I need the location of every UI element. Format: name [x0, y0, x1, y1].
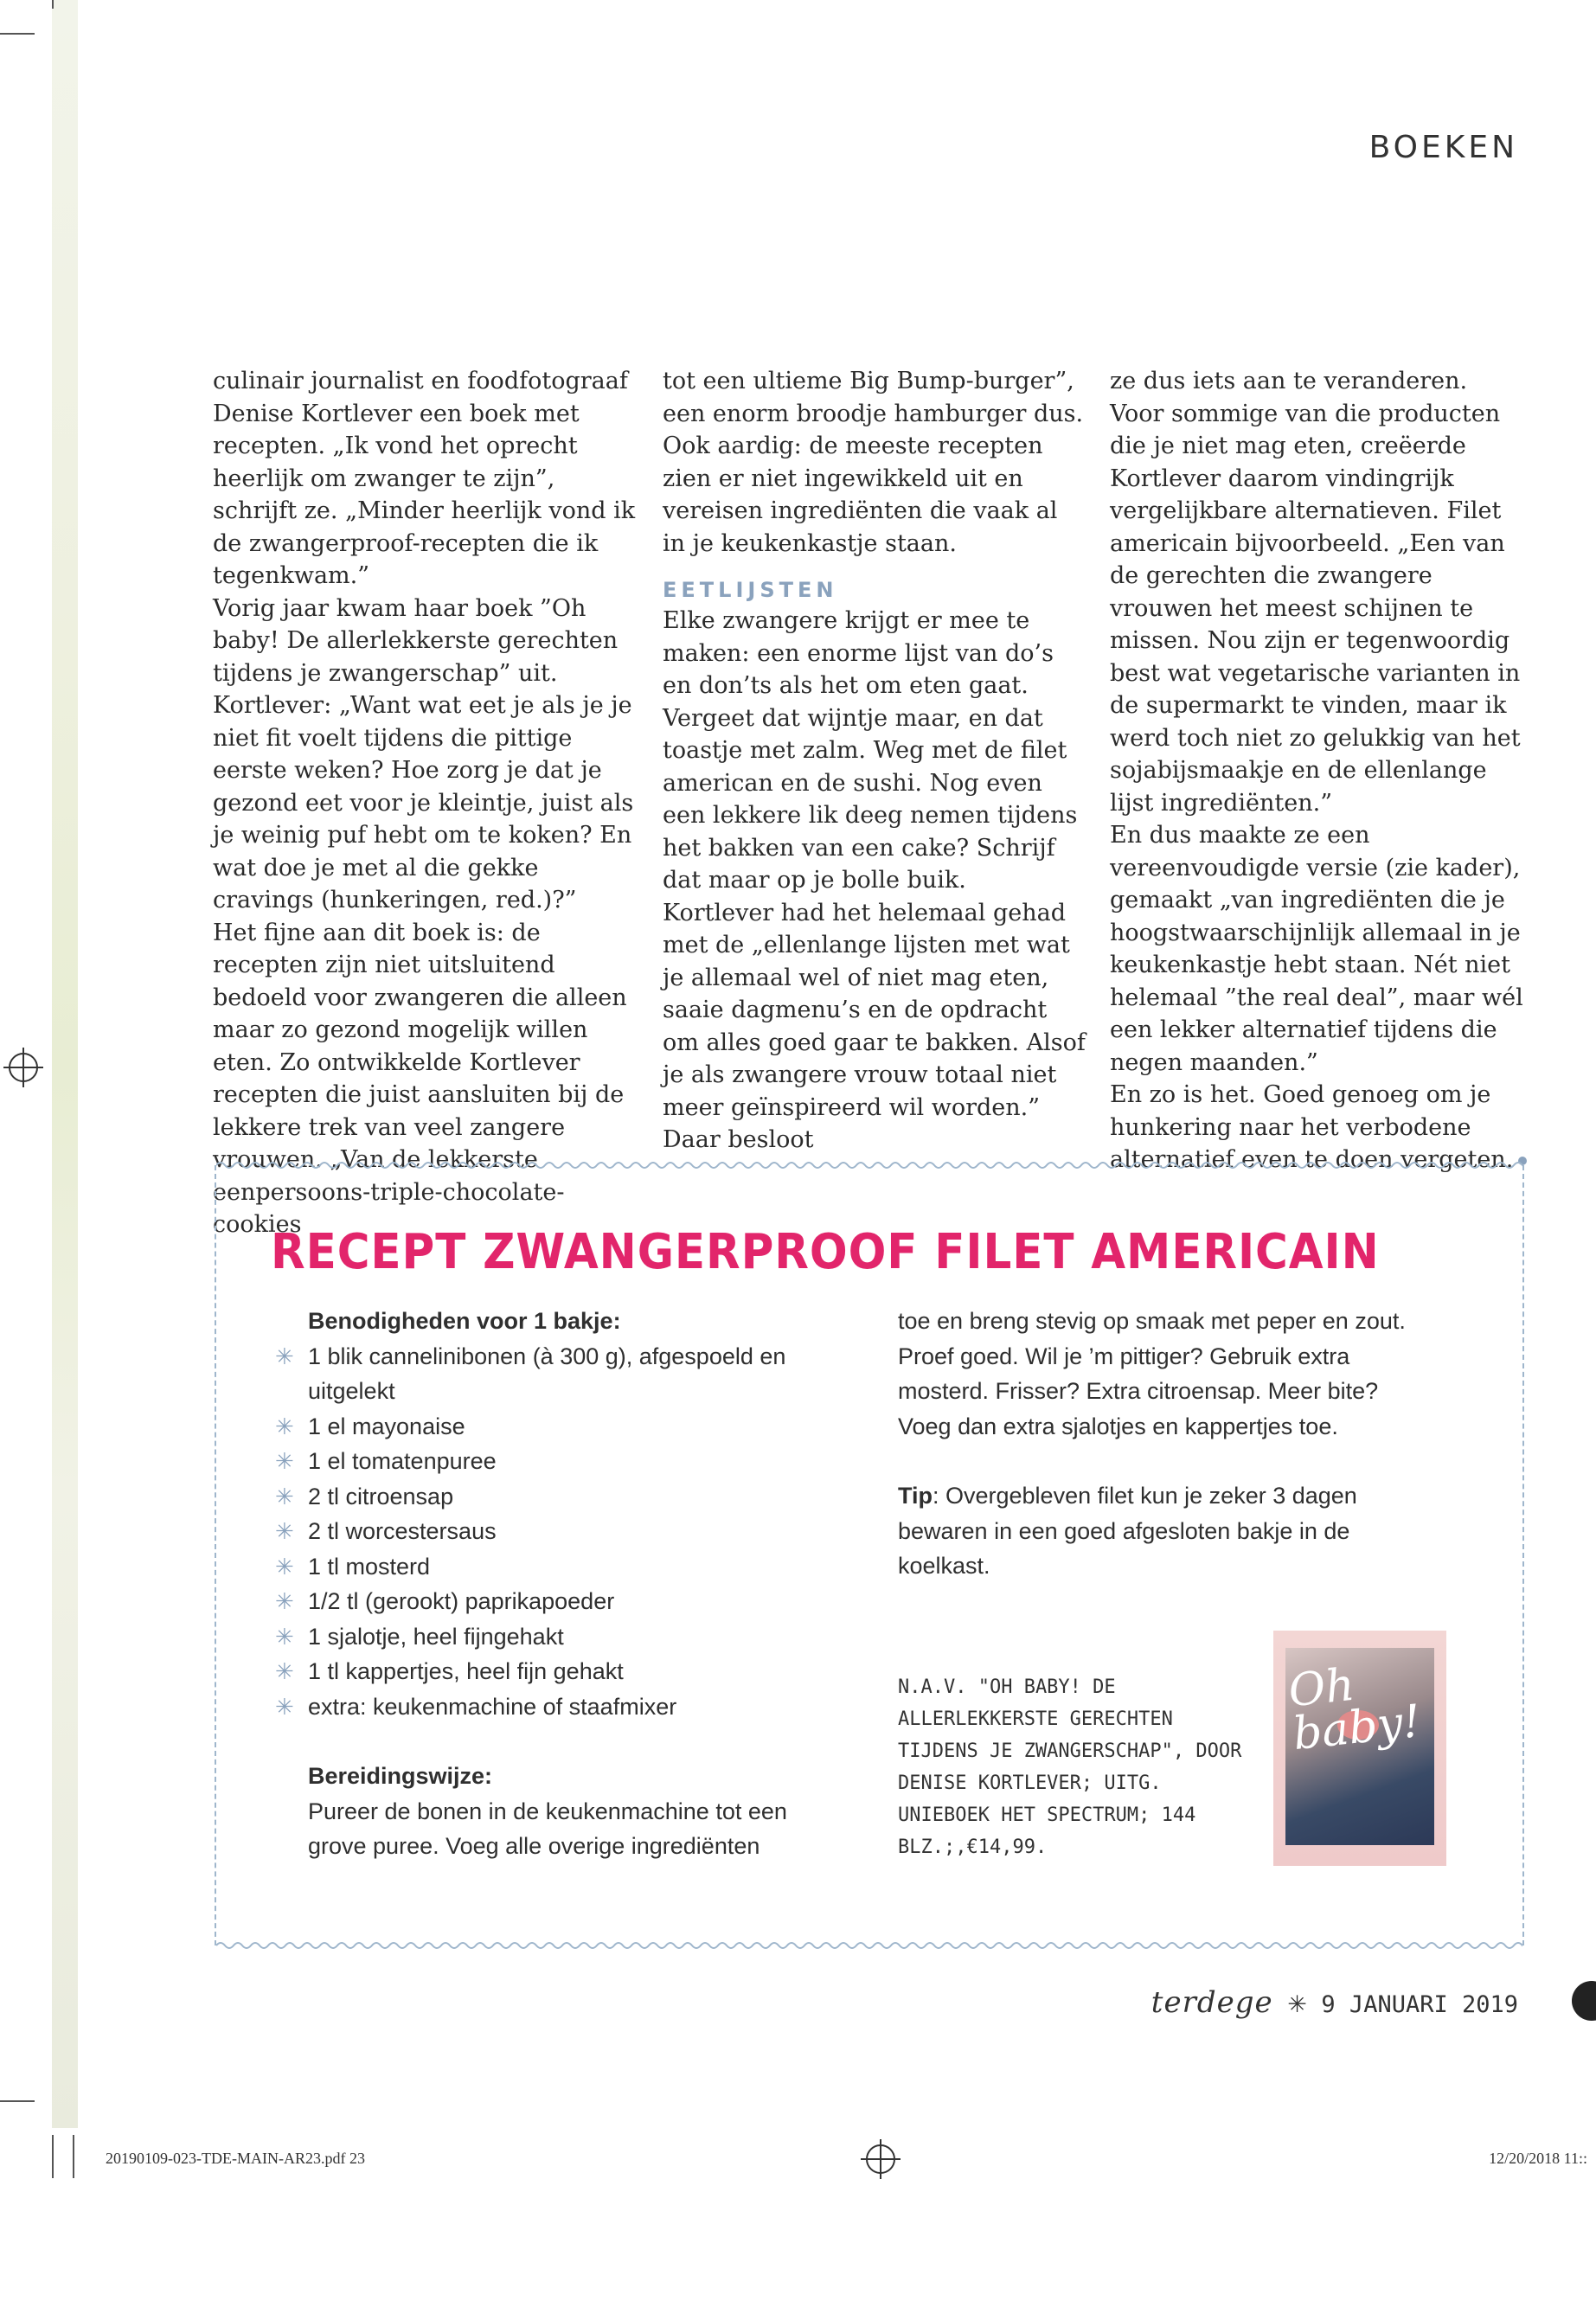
paragraph: En dus maakte ze een vereenvoudigde versie (zie kader), gemaakt „van ingrediënten die je hoogstwaarschijnlijk allemaal in je keukenkastje hebt staan. Nét niet helemaal ”the real deal”, maar wél een lekker alternatief tijdens die negen maanden.” [1110, 822, 1523, 1076]
ingredient-item: ✳ 1 tl mosterd [308, 1549, 810, 1585]
paragraph: Het fijne aan dit boek is: de recepten zijn niet uitsluitend bedoeld voor zwangeren die alleen maar zo gezond mogelijk willen eten. Zo ontwikkelde Kortlever recepten die juist aansluiten bij de lekkere trek van veel zangere vrouwen. „Van de lekkerste eenpersoons-triple-chocolate-cookies [213, 919, 627, 1238]
registration-mark [9, 1053, 38, 1082]
ingredient-item: ✳ 1 blik cannelinibonen (à 300 g), afgespoeld en uitgelekt [308, 1339, 810, 1409]
cover-title: Oh baby! [1285, 1658, 1424, 1761]
method-text-continued: toe en breng stevig op smaak met peper en zout. Proef goed. Wil je ’m pittiger? Gebruik extra mosterd. Frisser? Extra citroensap. Meer bite? Voeg dan extra sjalotjes en kappertjes toe. [898, 1308, 1406, 1439]
paragraph: culinair journalist en foodfotograaf Denise Kortlever een boek met recepten. „Ik vond het oprecht heerlijk om zwanger te zijn”, schrijft ze. „Minder heerlijk vond ik de zwangerproof-recepten die ik tegenkwam.” [213, 368, 636, 589]
recipe-title: RECEPT ZWANGERPROOF FILET AMERICAIN [271, 1224, 1380, 1280]
ingredients-list [275, 1339, 810, 1725]
asterisk-icon: ✳ [275, 1588, 294, 1614]
asterisk-icon: ✳ [275, 1658, 294, 1684]
paragraph: Voor sommige van die producten die je niet mag eten, creëerde Kortlever daarom vindingrijk vergelijkbare alternatieven. Filet americain bijvoorbeeld. „Een van de gerechten die zwangere vrouwen het meest schijnen te missen. Nou zijn er tegenwoordig best wat vegetarische varianten in de supermarkt te vinden, maar ik werd toch niet zo gelukkig van het sojabijsmaakje en de ellenlange lijst ingrediënten.” [1110, 400, 1521, 817]
asterisk-icon: ✳ [275, 1518, 294, 1544]
crop-mark [73, 2135, 74, 2178]
footer-brand [1151, 1985, 1518, 2020]
crop-mark [52, 0, 54, 9]
wavy-border-bottom [216, 1939, 1522, 1952]
recipe-method-column [898, 1304, 1434, 1584]
section-label: BOEKEN [1368, 130, 1518, 165]
method-heading: Bereidingswijze: [308, 1763, 493, 1789]
subheading: EETLIJSTEN [663, 578, 838, 602]
asterisk-icon: ✳ [275, 1413, 294, 1439]
ingredient-item: ✳ 1/2 tl (gerookt) paprikapoeder [308, 1584, 810, 1619]
footer-separator: ✳ [1287, 1991, 1307, 2018]
asterisk-icon: ✳ [275, 1483, 294, 1509]
article-column-2 [663, 365, 1086, 1157]
tip-label: Tip [898, 1483, 933, 1509]
recipe-ingredients-column [275, 1304, 810, 1864]
asterisk-icon: ✳ [275, 1693, 294, 1720]
tip-text: : Overgebleven filet kun je zeker 3 dagen bewaren in een goed afgesloten bakje in de koelkast. [898, 1483, 1357, 1579]
paragraph-text: En zo is het. Goed genoeg om je hunkering naar het verbodene alternatief even te doen vergeten. [1110, 1081, 1514, 1173]
paragraph: ze dus iets aan te veranderen. [1110, 368, 1468, 394]
left-margin-strip [52, 0, 78, 2128]
magazine-logo: terdege [1151, 1985, 1273, 2020]
tip [898, 1478, 1434, 1584]
crop-mark [52, 2135, 54, 2178]
wavy-border-top [216, 1159, 1522, 1171]
book-info: N.A.V. "OH BABY! DE ALLERLEKKERSTE GERECHTEN TIJDENS JE ZWANGERSCHAP", DOOR DENISE KORTLEVER; UITG. UNIEBOEK HET SPECTRUM; 144 BLZ.;,€14,99. [898, 1676, 1242, 1858]
article-column-3 [1110, 365, 1534, 1176]
asterisk-icon: ✳ [275, 1343, 294, 1369]
article-column-1 [213, 365, 637, 1241]
paragraph: Vorig jaar kwam haar boek ”Oh baby! De allerlekkerste gerechten tijdens je zwangerschap” uit. Kortlever: „Want wat eet je als je je niet fit voelt tijdens die pittige eerste weken? Hoe zorg je dat je gezond eet voor je kleintje, juist als je weinig puf hebt om te koken? En wat doe je met al die gekke cravings (hunkeringen, red.)?” [213, 594, 634, 913]
print-slug-date: 12/20/2018 11:: [1489, 2150, 1587, 2167]
ingredient-item: ✳ 2 tl worcestersaus [308, 1514, 810, 1549]
method-text: Pureer de bonen in de keukenmachine tot een grove puree. Voeg alle overige ingrediënten [308, 1798, 787, 1859]
ingredient-item: ✳ 1 sjalotje, heel fijngehakt [308, 1619, 810, 1655]
asterisk-icon: ✳ [275, 1553, 294, 1580]
paragraph: Kortlever had het helemaal gehad met de „ellenlange lijsten met wat je allemaal wel of niet mag eten, saaie dagmenu’s en de opdracht om alles goed gaar te bakken. Alsof je als zwangere vrouw totaal niet meer geïnspireerd wil worden.” Daar besloot [663, 899, 1086, 1153]
ingredient-item: ✳ 1 el mayonaise [308, 1409, 810, 1445]
ingredient-item: ✳ 2 tl citroensap [308, 1479, 810, 1515]
print-slug-file: 20190109-023-TDE-MAIN-AR23.pdf 23 [106, 2150, 365, 2167]
ingredient-item: ✳ extra: keukenmachine of staafmixer [308, 1689, 810, 1725]
crop-mark [0, 33, 35, 35]
recipe-box [215, 1165, 1524, 1945]
ingredient-item: ✳ 1 tl kappertjes, heel fijn gehakt [308, 1654, 810, 1689]
issue-date: 9 JANUARI 2019 [1321, 1991, 1518, 2018]
ingredients-heading: Benodigheden voor 1 bakje: [308, 1308, 621, 1334]
paragraph: Elke zwangere krijgt er mee te maken: een enorme lijst van do’s en don’ts als het om eten gaat. Vergeet dat wijntje maar, en dat toastje met zalm. Weg met de filet american en de sushi. Nog even een lekkere lik deeg nemen tijdens het bakken van een cake? Schrijf dat maar op je bolle buik. [663, 607, 1078, 894]
paragraph: tot een ultieme Big Bump-burger”, een enorm broodje hamburger dus. Ook aardig: de meeste recepten zien er niet ingewikkeld uit en vereisen ingrediënten die vaak al in je keukenkastje staan. [663, 368, 1084, 557]
page-number-tab [1572, 1981, 1596, 2021]
asterisk-icon: ✳ [275, 1448, 294, 1474]
crop-mark [0, 2100, 35, 2102]
book-cover-image [1273, 1631, 1446, 1866]
asterisk-icon: ✳ [275, 1623, 294, 1650]
ingredient-item: ✳ 1 el tomatenpuree [308, 1444, 810, 1479]
registration-mark [866, 2144, 895, 2174]
